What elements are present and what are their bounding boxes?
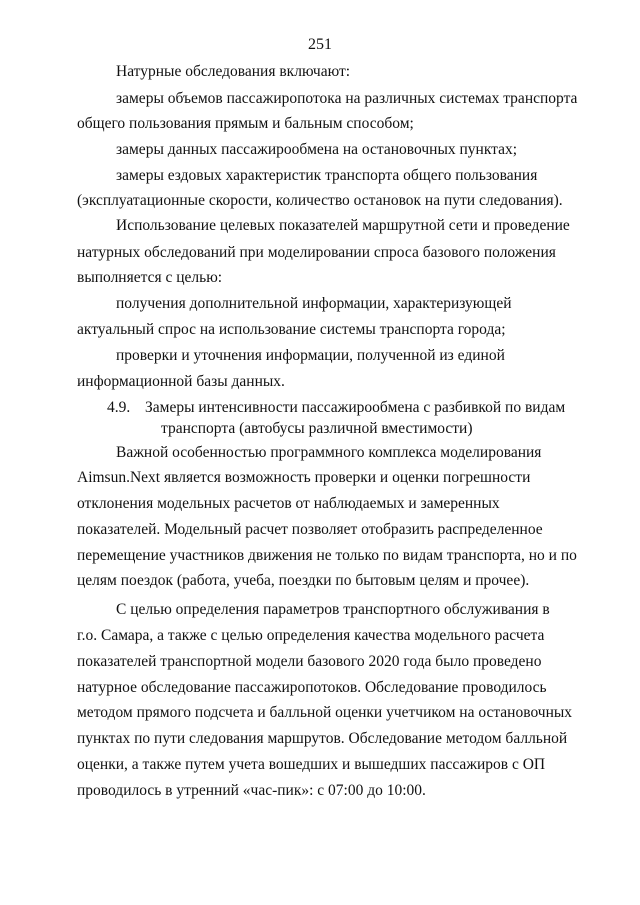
paragraph-line: показателей транспортной модели базового 2020 года было проведено [77, 653, 542, 670]
paragraph-line: г.о. Самара, а также с целью определения качества модельного расчета [77, 627, 545, 644]
section-heading-line: Замеры интенсивности пассажирообмена с разбивкой по видам [145, 399, 566, 416]
paragraph-line: оценки, а также путем учета вошедших и вышедших пассажиров с ОП [77, 756, 546, 773]
paragraph-line: проверки и уточнения информации, полученной из единой [116, 347, 505, 364]
paragraph-line: получения дополнительной информации, характеризующей [116, 295, 512, 312]
paragraph-line: Использование целевых показателей маршрутной сети и проведение [116, 217, 570, 234]
paragraph-line: выполняется с целью: [77, 269, 223, 286]
paragraph-line: Важной особенностью программного комплекса моделирования [116, 444, 542, 461]
paragraph-line: отклонения модельных расчетов от наблюдаемых и замеренных [77, 495, 500, 512]
paragraph-line: актуальный спрос на использование системы транспорта города; [77, 321, 506, 338]
section-number: 4.9. [107, 399, 131, 416]
paragraph-line: натурных обследований при моделировании спроса базового положения [77, 244, 556, 261]
paragraph-line: общего пользования прямым и бальным способом; [77, 115, 414, 132]
paragraph-line: замеры данных пассажирообмена на остановочных пунктах; [116, 141, 518, 158]
section-heading-line: транспорта (автобусы различной вместимости) [161, 420, 473, 437]
paragraph-line: (эксплуатационные скорости, количество остановок на пути следования). [77, 192, 563, 209]
paragraph-line: показателей. Модельный расчет позволяет отобразить распределенное [77, 521, 543, 538]
paragraph-line: пунктах по пути следования маршрутов. Обследование методом балльной [77, 730, 568, 747]
paragraph-line: методом прямого подсчета и балльной оценки учетчиком на остановочных [77, 704, 573, 721]
paragraph-line: С целью определения параметров транспортного обслуживания в [116, 601, 550, 618]
paragraph-line: перемещение участников движения не только по видам транспорта, но и по [77, 547, 577, 564]
page-number: 251 [308, 36, 332, 53]
paragraph-line: Натурные обследования включают: [116, 63, 351, 80]
paragraph-line: Aimsun.Next является возможность проверки и оценки погрешности [77, 469, 531, 486]
paragraph-line: замеры ездовых характеристик транспорта общего пользования [116, 167, 538, 184]
paragraph-line: информационной базы данных. [77, 373, 285, 390]
paragraph-line: проводилось в утренний «час-пик»: с 07:00 до 10:00. [77, 782, 426, 799]
paragraph-line: замеры объемов пассажиропотока на различных системах транспорта [116, 90, 578, 107]
paragraph-line: целям поездок (работа, учеба, поездки по бытовым целям и прочее). [77, 572, 530, 589]
paragraph-line: натурное обследование пассажиропотоков. Обследование проводилось [77, 679, 547, 696]
